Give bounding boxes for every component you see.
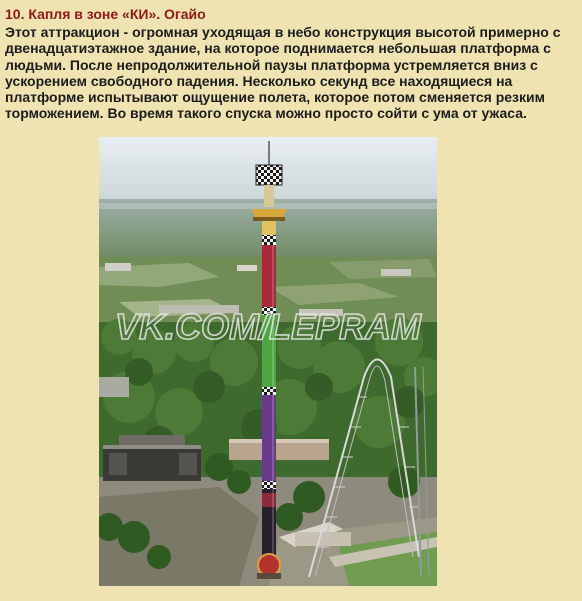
article-title: 10. Капля в зоне «КИ». Огайо xyxy=(5,6,206,22)
ride-photo xyxy=(99,137,437,586)
building xyxy=(229,442,329,460)
article-body: Этот аттракцион - огромная уходящая в небо конструкция высотой примерно с двенадцатиэтажное здание, на которое поднимается небольшая платформа с людьми. После непродолжительной паузы платформа устремляется вниз с ускорением свободного падения. Несколько секунд все находящиеся на платформе испытывают ощущение полета, которое потом сменяется резким торможением. Во время такого спуска можно просто сойти с ума от ужаса. xyxy=(5,24,561,122)
ride-photo-illustration xyxy=(99,137,437,586)
photo-watermark: VK.COM/LEPRAM xyxy=(115,306,421,347)
